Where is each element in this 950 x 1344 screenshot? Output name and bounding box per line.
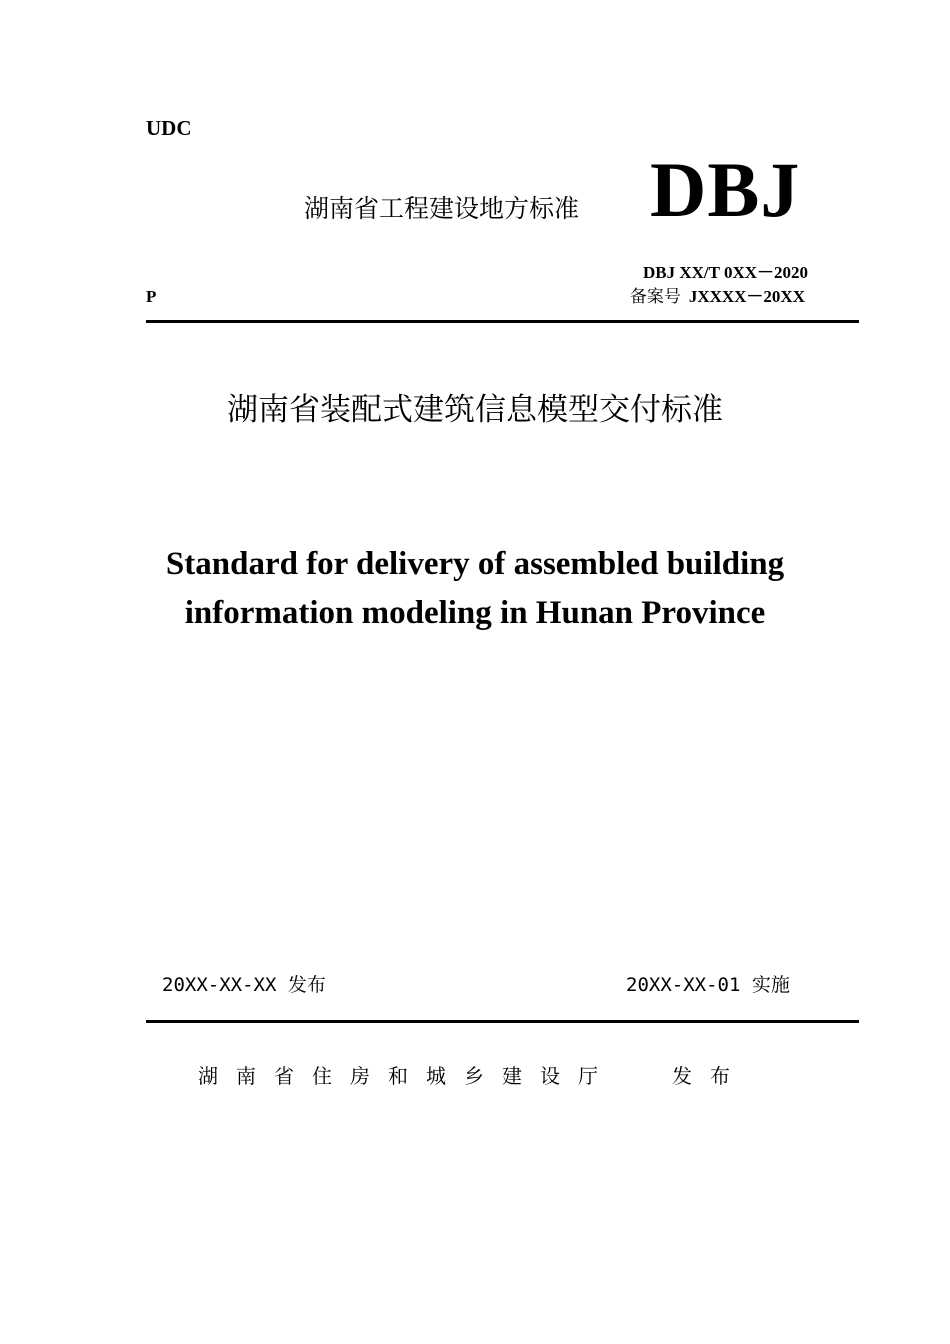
record-label: 备案号 xyxy=(629,287,681,307)
record-number-line xyxy=(630,286,805,308)
title-chinese: 湖南省装配式建筑信息模型交付标准 xyxy=(227,392,723,428)
title-english-line-1: Standard for delivery of assembled building xyxy=(165,546,785,582)
standard-type: 湖南省工程建设地方标准 xyxy=(304,194,580,223)
top-divider xyxy=(146,320,859,323)
classification-mark: P xyxy=(146,287,157,306)
issuer-name: 湖南省住房和城乡建设厅 xyxy=(198,1064,616,1088)
udc-label: UDC xyxy=(146,116,192,140)
bottom-divider xyxy=(146,1020,859,1023)
implement-date: 20XX-XX-01 实施 xyxy=(626,974,790,996)
title-english-line-2: information modeling in Hunan Province xyxy=(184,595,766,631)
record-number: JXXXX－20XX xyxy=(688,287,805,306)
title-english xyxy=(0,540,950,638)
standard-number: DBJ XX/T 0XX－2020 xyxy=(643,263,808,282)
issue-date: 20XX-XX-XX 发布 xyxy=(162,974,326,996)
issuer-action: 发布 xyxy=(672,1064,748,1088)
dbj-logo: DBJ xyxy=(650,146,801,233)
